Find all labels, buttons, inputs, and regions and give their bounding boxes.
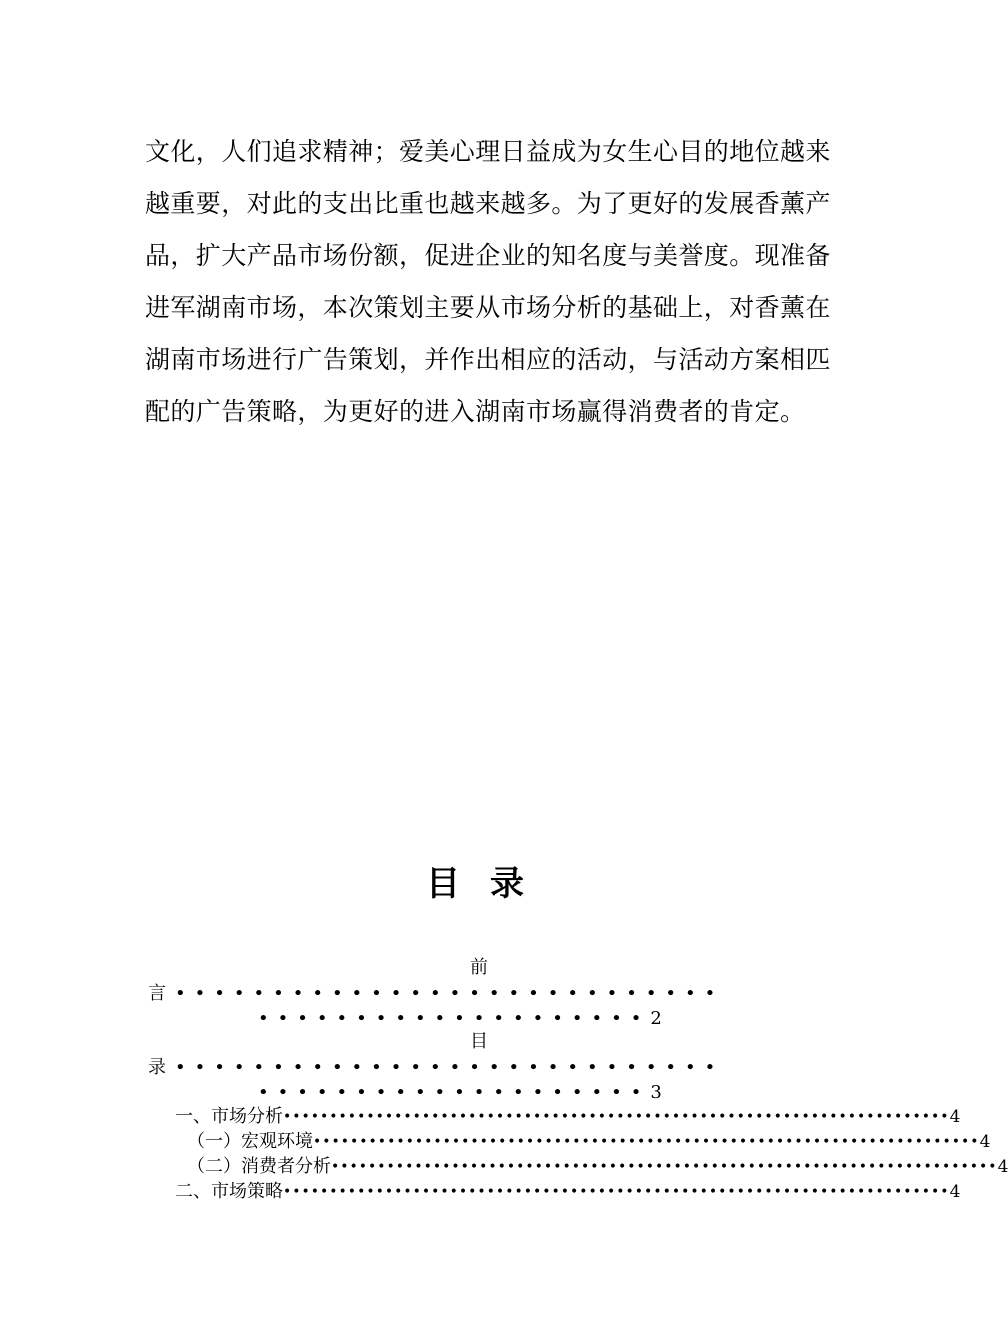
toc-item-consumer-analysis [187, 1156, 1008, 1178]
dot-leader: •••••••••••••••••••••••••••••••••••••••••••••••••••••••••••••••••••••••• [283, 1109, 950, 1125]
toc-entry-preface-char-top: 前 [470, 957, 488, 978]
toc-entry-preface-line1 [148, 983, 724, 1005]
toc-item-market-analysis [175, 1106, 961, 1128]
dot-leader: •••••••••••••••••••••••••••• [175, 1057, 725, 1078]
dot-leader: •••••••••••••••••••••••••••••••••••••••••••••••••••••••••••••••••••••••• [331, 1159, 998, 1175]
paragraph-line: 进军湖南市场，本次策划主要从市场分析的基础上，对香薰在 [145, 293, 831, 322]
toc-item-label: （二）消费者分析 [187, 1156, 331, 1177]
toc-entry-contents-char-bottom: 录 [148, 1057, 175, 1078]
dot-leader: •••••••••••••••••••••••••••••••••••••••••••••••••••••••••••••••••••••••• [313, 1134, 980, 1150]
toc-item-label: （一）宏观环境 [187, 1131, 313, 1152]
toc-item-label: 二、市场策略 [175, 1181, 283, 1202]
toc-item-label: 一、市场分析 [175, 1106, 283, 1127]
toc-entry-preface-line2 [258, 1008, 662, 1030]
paragraph-line: 文化，人们追求精神；爱美心理日益成为女生心目的地位越来 [145, 137, 831, 166]
dot-leader: •••••••••••••••••••• [258, 1082, 651, 1103]
paragraph-line: 越重要，对此的支出比重也越来越多。为了更好的发展香薰产 [145, 189, 831, 218]
toc-page-number: 2 [650, 1008, 662, 1029]
toc-entry-contents-line2 [258, 1082, 662, 1104]
paragraph-line: 品，扩大产品市场份额，促进企业的知名度与美誉度。现准备 [145, 241, 831, 270]
toc-page-number: 4 [979, 1132, 991, 1152]
toc-item-macro-environment [187, 1131, 991, 1153]
dot-leader: •••••••••••••••••••••••••••••••••••••••••••••••••••••••••••••••••••••••• [283, 1184, 950, 1200]
toc-page-number: 4 [997, 1157, 1008, 1177]
toc-entry-contents-line1 [148, 1057, 724, 1079]
paragraph-line: 湖南市场进行广告策划，并作出相应的活动，与活动方案相匹 [145, 345, 831, 374]
toc-page-number: 3 [650, 1082, 662, 1103]
toc-item-market-strategy [175, 1181, 961, 1203]
dot-leader: •••••••••••••••••••• [258, 1008, 651, 1029]
body-paragraph [145, 130, 831, 442]
toc-page-number: 4 [949, 1107, 961, 1127]
toc-page-number: 4 [949, 1182, 961, 1202]
toc-heading: 目录 [426, 864, 554, 904]
paragraph-line: 配的广告策略，为更好的进入湖南市场赢得消费者的肯定。 [145, 397, 806, 426]
toc-entry-contents-char-top: 目 [470, 1031, 488, 1052]
dot-leader: •••••••••••••••••••••••••••• [175, 983, 725, 1004]
toc-entry-preface-char-bottom: 言 [148, 983, 175, 1004]
